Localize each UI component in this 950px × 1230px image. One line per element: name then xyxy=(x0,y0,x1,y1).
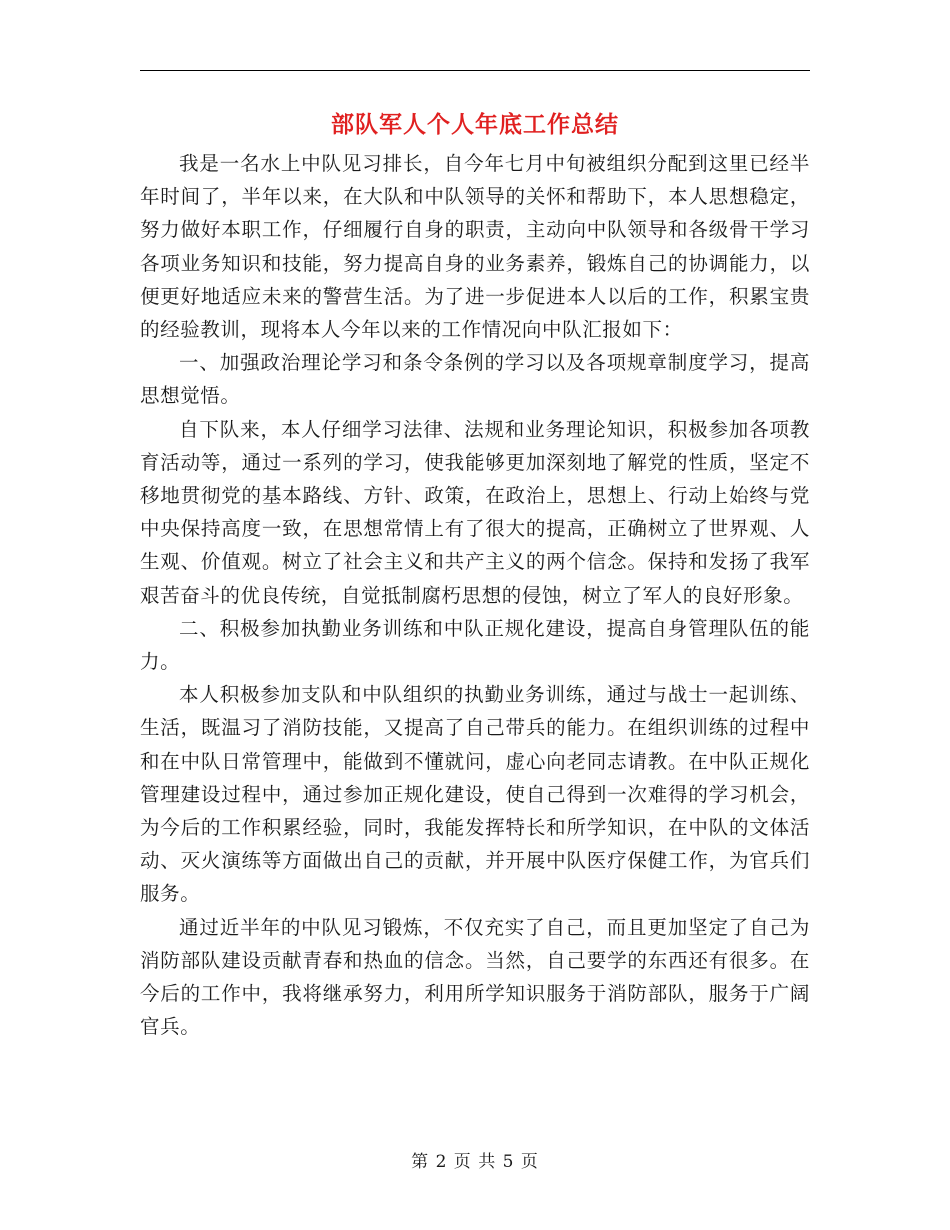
section-heading-2: 二、积极参加执勤业务训练和中队正规化建设，提高自身管理队伍的能力。 xyxy=(140,616,810,674)
page-number: 第 2 页 共 5 页 xyxy=(411,1152,539,1172)
paragraph-training: 本人积极参加支队和中队组织的执勤业务训练，通过与战士一起训练、生活，既温习了消防技能，又提高了自己带兵的能力。在组织训练的过程中和在中队日常管理中，能做到不懂就问，虚心向老同志请教。在中队正规化管理建设过程中，通过参加正规化建设，使自己得到一次难得的学习机会，为今后的工作积累经验，同时，我能发挥特长和所学知识，在中队的文体活动、灭火演练等方面做出自己的贡献，并开展中队医疗保健工作，为官兵们服务。 xyxy=(140,683,810,906)
header-rule xyxy=(140,70,810,71)
paragraph-intro: 我是一名水上中队见习排长，自今年七月中旬被组织分配到这里已经半年时间了，半年以来，在大队和中队领导的关怀和帮助下，本人思想稳定，努力做好本职工作，仔细履行自身的职责，主动向中队领导和各级骨干学习各项业务知识和技能，努力提高自身的业务素养，锻炼自己的协调能力，以便更好地适应未来的警营生活。为了进一步促进本人以后的工作，积累宝贵的经验教训，现将本人今年以来的工作情况向中队汇报如下： xyxy=(140,152,810,342)
document-title: 部队军人个人年底工作总结 xyxy=(331,111,619,138)
paragraph-conclusion: 通过近半年的中队见习锻炼，不仅充实了自己，而且更加坚定了自己为消防部队建设贡献青春和热血的信念。当然，自己要学的东西还有很多。在今后的工作中，我将继承努力，利用所学知识服务于消防部队，服务于广阔官兵。 xyxy=(140,915,810,1039)
document-body xyxy=(140,147,810,1043)
paragraph-political-study: 自下队来，本人仔细学习法律、法规和业务理论知识，积极参加各项教育活动等，通过一系列的学习，使我能够更加深刻地了解党的性质，坚定不移地贯彻党的基本路线、方针、政策，在政治上，思想上、行动上始终与党中央保持高度一致，在思想常情上有了很大的提高，正确树立了世界观、人生观、价值观。树立了社会主义和共产主义的两个信念。保持和发扬了我军艰苦奋斗的优良传统，自觉抵制腐朽思想的侵蚀，树立了军人的良好形象。 xyxy=(140,417,810,607)
section-heading-1: 一、加强政治理论学习和条令条例的学习以及各项规章制度学习，提高思想觉悟。 xyxy=(140,351,810,408)
